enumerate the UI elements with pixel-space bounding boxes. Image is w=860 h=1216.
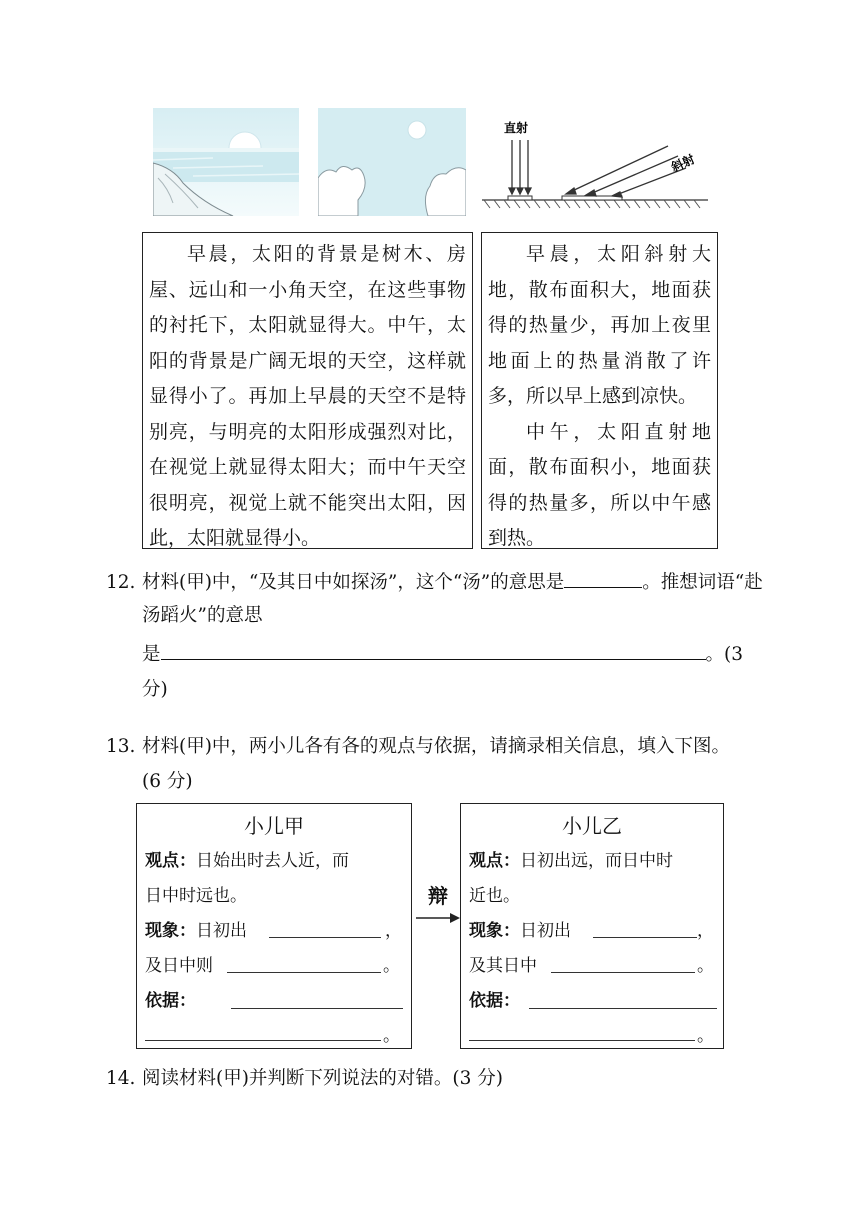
q12-text-part4: 。(3 (705, 644, 744, 665)
question-number: 14. (106, 1068, 136, 1089)
question-12 (106, 566, 766, 706)
arrow-right-icon (416, 912, 460, 924)
child-b-title: 小儿乙 (562, 814, 622, 838)
child-b-view-1: 日初出远，而日中时 (520, 851, 673, 871)
oblique-ray-label: 斜射 (669, 152, 697, 175)
right-box-paragraph-2: 中午，太阳直射地面，散布面积小，地面获得的热量多，所以中午感到热。 (488, 420, 711, 549)
q12-text-part1: 材料(甲)中，“及其日中如探汤”，这个“汤”的意思是 (142, 572, 565, 593)
question-13 (106, 730, 766, 798)
child-a-phen-2: 及日中则 (145, 956, 213, 976)
debate-arrow (416, 880, 460, 920)
child-a-box (136, 803, 412, 1049)
right-explanation-box (481, 232, 718, 549)
child-a-phen-blank-1[interactable] (269, 937, 381, 938)
q13-text: 材料(甲)中，两小儿各有各的观点与依据，请摘录相关信息，填入下图。 (142, 736, 730, 757)
child-b-view-2: 近也。 (469, 886, 520, 906)
child-a-basis-blank-1[interactable] (231, 1008, 403, 1009)
view-label: 观点： (469, 851, 520, 871)
child-b-phen-1: 日初出 (520, 921, 571, 941)
question-number: 12. (106, 572, 136, 593)
child-a-basis-end: 。 (383, 1026, 400, 1046)
left-box-paragraph: 早晨，太阳的背景是树木、房屋、远山和一小角天空，在这些事物的衬托下，太阳就显得大。中午，太阳的背景是广阔无垠的天空，这样就显得小了。再加上早晨的天空不是特别亮，与明亮的太阳形成强烈对比，在视觉上就显得太阳大；而中午天空很明亮，视觉上就不能突出太阳，因此，太阳就显得小。 (149, 243, 466, 549)
q12-blank-2[interactable] (161, 639, 706, 660)
question-14 (106, 1062, 766, 1095)
child-b-phen-2: 及其日中 (469, 956, 537, 976)
child-a-basis-blank-2[interactable] (145, 1040, 381, 1041)
child-a-comma: ， (385, 921, 402, 941)
child-a-phen-blank-2[interactable] (227, 972, 381, 973)
child-b-basis-end: 。 (697, 1026, 714, 1046)
child-b-phen-blank-1[interactable] (593, 937, 697, 938)
basis-label: 依据： (469, 991, 520, 1011)
debate-label: 辩 (428, 884, 448, 908)
right-box-paragraph-1: 早晨，太阳斜射大地，散布面积大，地面获得的热量少，再加上夜里地面上的热量消散了许多，所以早上感到凉快。 (488, 243, 711, 407)
phenomenon-label: 现象： (469, 921, 520, 941)
sun-ray-angle-diagram (482, 108, 708, 216)
q12-blank-1[interactable] (564, 567, 642, 588)
child-b-basis-blank-2[interactable] (469, 1040, 695, 1041)
phenomenon-label: 现象： (145, 921, 196, 941)
q12-text-part5: 分) (142, 679, 168, 700)
q12-text-part2: 。推想词语“赴汤蹈火”的意思 (142, 572, 763, 626)
child-a-view-1: 日始出时去人近，而 (196, 851, 349, 871)
child-a-phen-end: 。 (383, 956, 400, 976)
child-a-title: 小儿甲 (244, 814, 304, 838)
child-a-view-2: 日中时远也。 (145, 886, 247, 906)
direct-ray-label: 直射 (504, 121, 529, 135)
left-box-text (149, 237, 466, 557)
basis-label: 依据： (145, 991, 196, 1011)
question-number: 13. (106, 736, 136, 757)
view-label: 观点： (145, 851, 196, 871)
noon-sun-illustration (318, 108, 466, 216)
child-b-phen-blank-2[interactable] (551, 972, 695, 973)
child-b-phen-end: 。 (697, 956, 714, 976)
q12-text-part3: 是 (142, 644, 161, 665)
child-b-basis-blank-1[interactable] (529, 1008, 717, 1009)
left-explanation-box (142, 232, 473, 549)
q13-score: (6 分) (142, 771, 193, 792)
right-box-text (488, 237, 711, 557)
child-a-phen-1: 日初出 (196, 921, 247, 941)
morning-sun-illustration (153, 108, 299, 216)
child-b-comma: ， (697, 921, 714, 941)
child-b-box (460, 803, 724, 1049)
q14-text: 阅读材料(甲)并判断下列说法的对错。(3 分) (142, 1068, 504, 1089)
